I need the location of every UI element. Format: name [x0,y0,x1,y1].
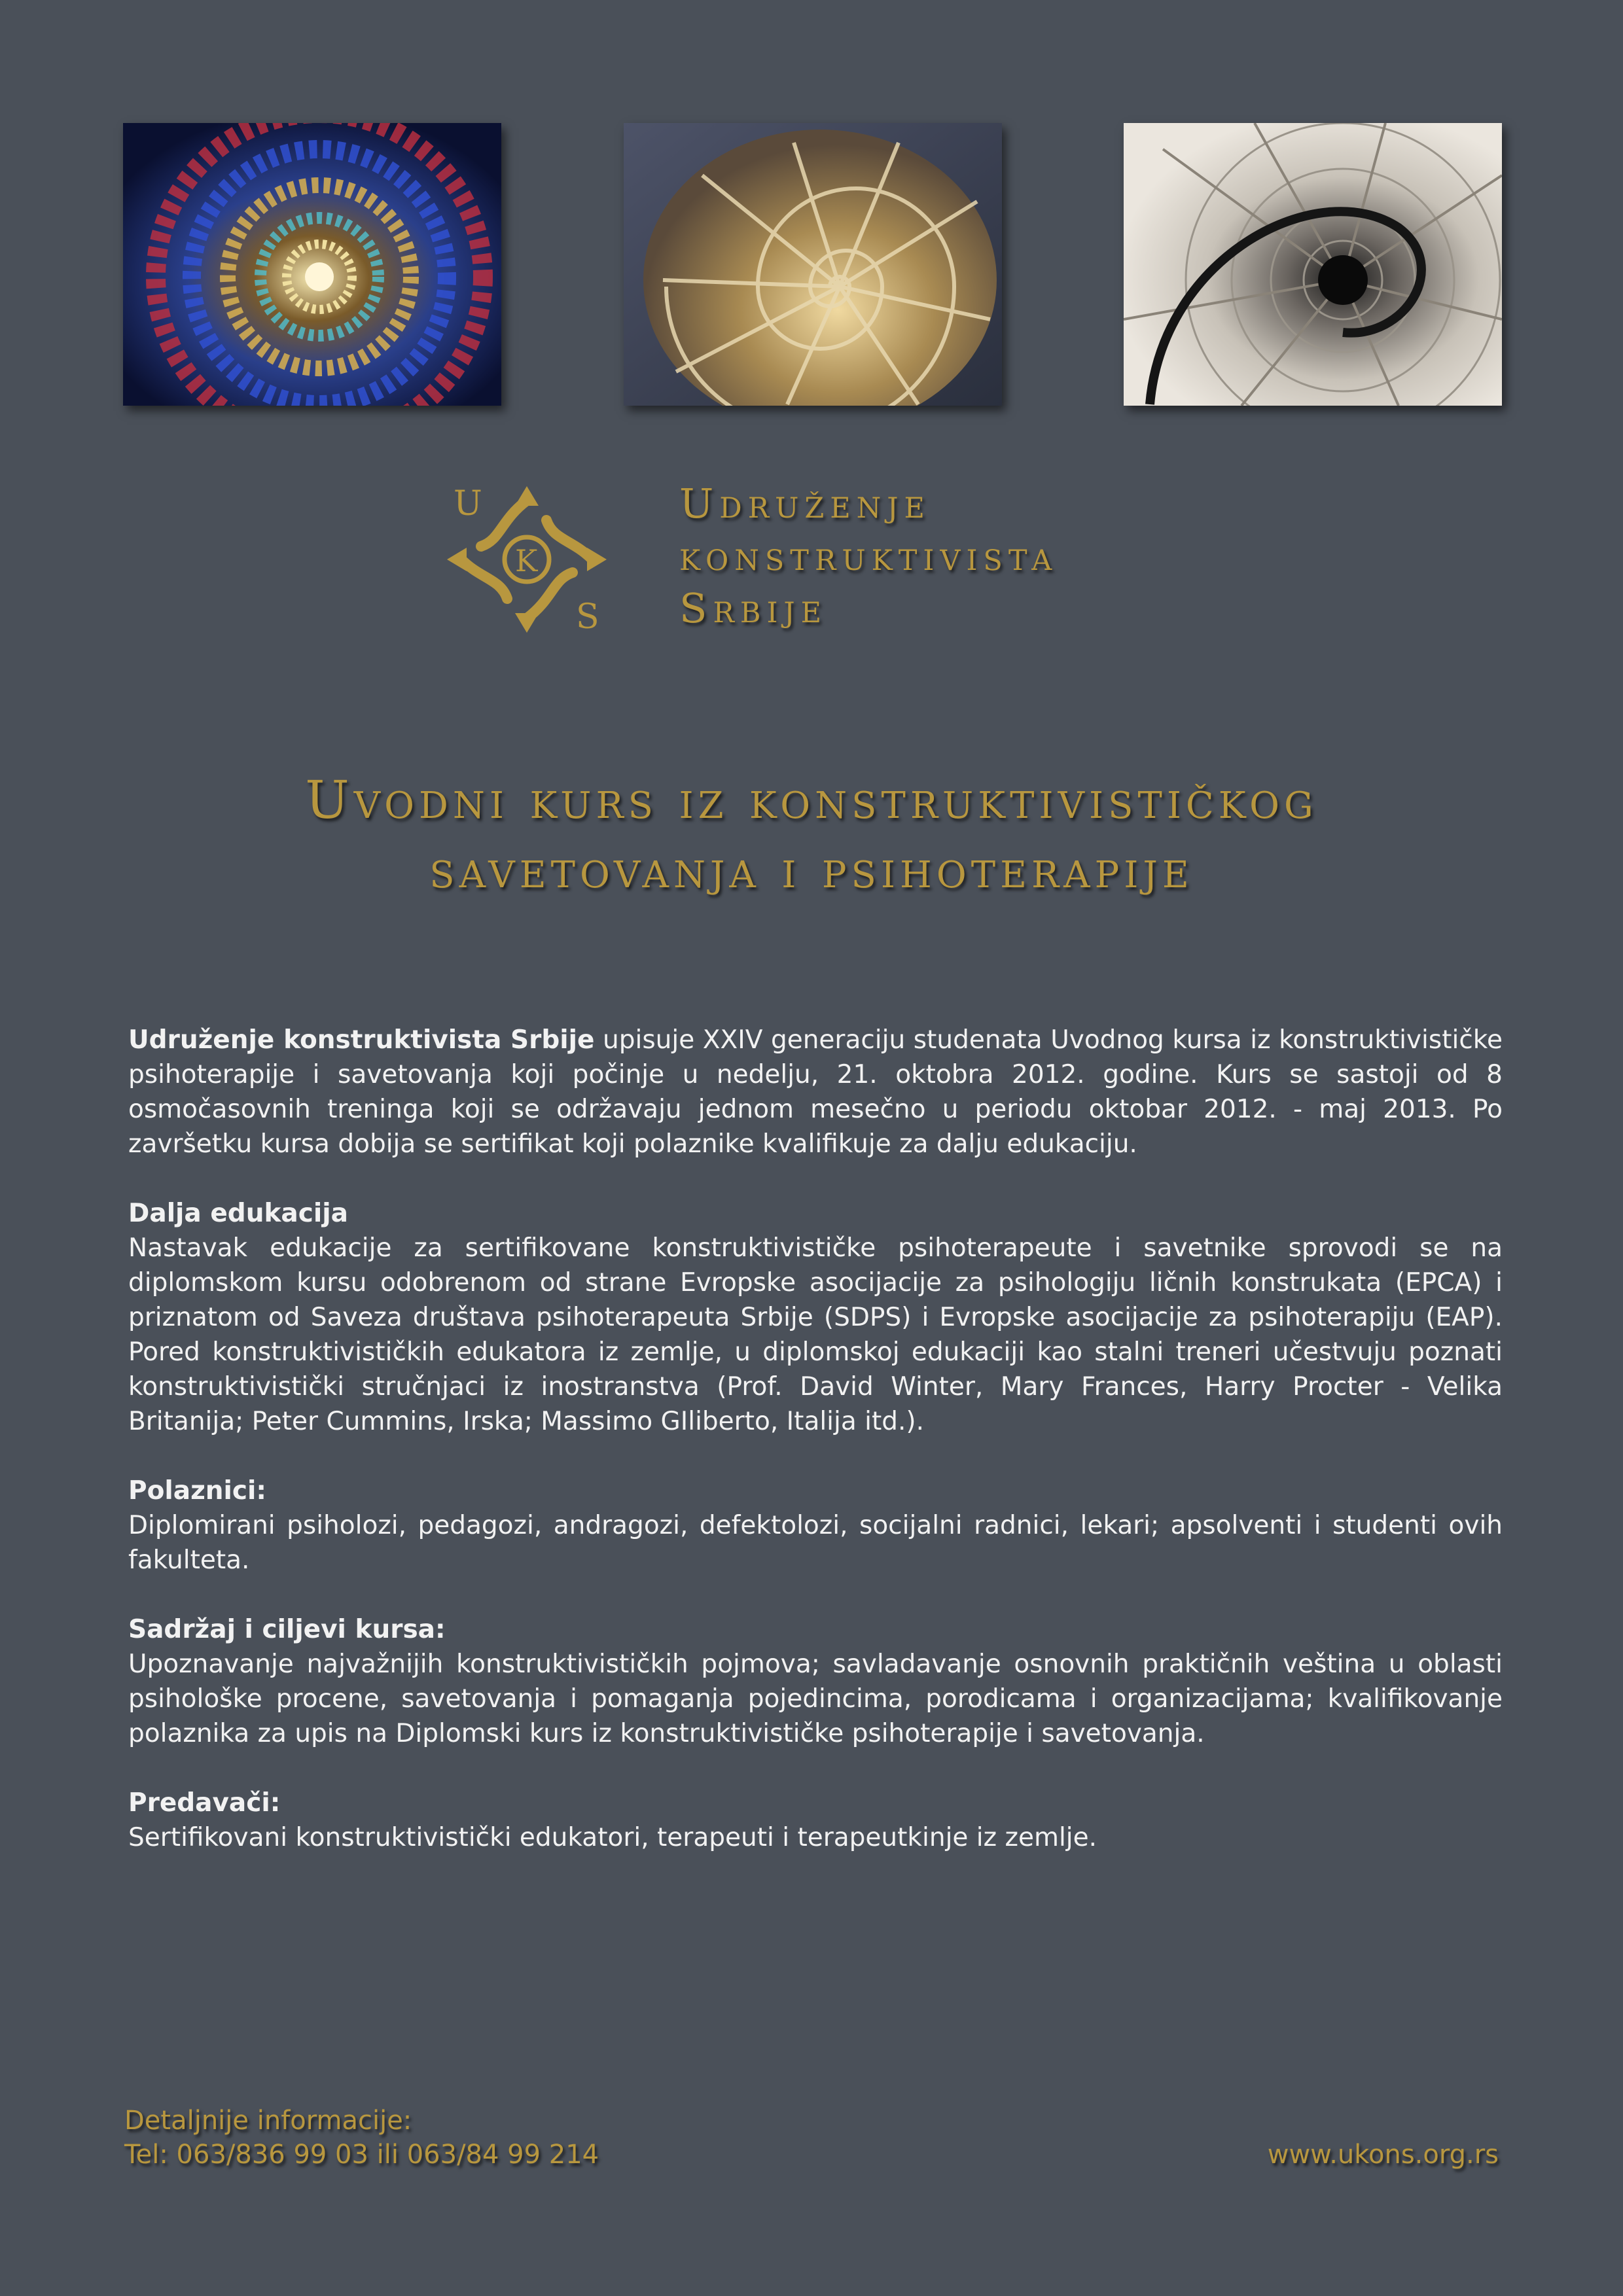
spiral-staircase-photo [1124,123,1502,406]
section-body-lecturers: Sertifikovani konstruktivistički edukatori, terapeuti i terapeutkinje iz zemlje. [128,1823,1097,1852]
org-name-line-3: Srbije [679,584,828,632]
headline-line-1: Uvodni kurs iz konstruktivističkog [305,769,1318,830]
contact-info [124,2104,599,2172]
section-body-participants: Diplomirani psiholozi, pedagozi, andragozi, defektolozi, socijalni radnici, lekari; apsolventi i studenti ovih fakulteta. [128,1511,1503,1575]
org-name-line-1: Udruženje [679,480,931,527]
intro-text: upisuje XXIV generaciju studenata Uvodnog kursa iz konstruktivističke psihoterapije i savetovanja koji počinje u nedelju, 21. oktobra 2012. godine. Kurs se sastoji od 8 osmočasovnih treninga koji se održavaju jednom mesečno u periodu oktobar 2012. - maj 2013. Po završetku kursa dobija se sertifikat koji polaznike kvalifikuje za dalju edukaciju. [128,1025,1503,1159]
logo-letter-u: U [454,484,482,523]
section-title-participants: Polaznici: [128,1476,266,1506]
stained-glass-spiral-photo [123,123,501,406]
contact-label: Detaljnije informacije: [124,2106,412,2136]
uks-logo-emblem [442,481,612,638]
intro-lead: Udruženje konstruktivista Srbije [128,1025,595,1055]
logo-letter-k: K [515,543,538,578]
logo-letter-s: S [576,597,599,637]
intro-paragraph [128,1023,1503,1161]
org-name-line-2: konstruktivista [679,532,1058,580]
section-title-lecturers: Predavači: [128,1788,281,1818]
contact-phone: Tel: 063/836 99 03 ili 063/84 99 214 [124,2140,599,2170]
course-headline [65,766,1558,904]
section-body-further-education: Nastavak edukacije za sertifikovane konstruktivističke psihoterapeute i savetnike sprovodi se na diplomskom kursu odobrenom od strane Evropske asocijacije za psihologiju ličnih konstrukata (EPCA) i priznatom od Saveza društava psihoterapeuta Srbije (SDPS) i Evropske asocijacije za psihoterapiju (EAP). Pored konstruktivističkih edukatora iz zemlje, u diplomskoj edukaciji kao stalni treneri učestvuju poznati konstruktivistički stručnjaci iz inostranstva (Prof. David Winter, Mary Frances, Harry Procter - Velika Britanija; Peter Cummins, Irska; Massimo GIliberto, Italija itd.). [128,1233,1503,1436]
nautilus-shell-photo [624,123,1002,406]
section-title-content-goals: Sadržaj i ciljevi kursa: [128,1615,446,1644]
organization-name [679,478,1058,635]
headline-line-2: savetovanja i psihoterapije [429,839,1194,900]
course-description [128,1023,1503,1890]
section-body-content-goals: Upoznavanje najvažnijih konstruktivističkih pojmova; savladavanje osnovnih praktičnih veština u oblasti psihološke procene, savetovanja i pomaganja pojedincima, porodicama i organizacijama; kvalifikovanje polaznika za upis na Diplomski kurs iz konstruktivističke psihoterapije i savetovanja. [128,1650,1503,1748]
website-link[interactable]: www.ukons.org.rs [1267,2140,1499,2170]
section-title-further-education: Dalja edukacija [128,1199,348,1228]
